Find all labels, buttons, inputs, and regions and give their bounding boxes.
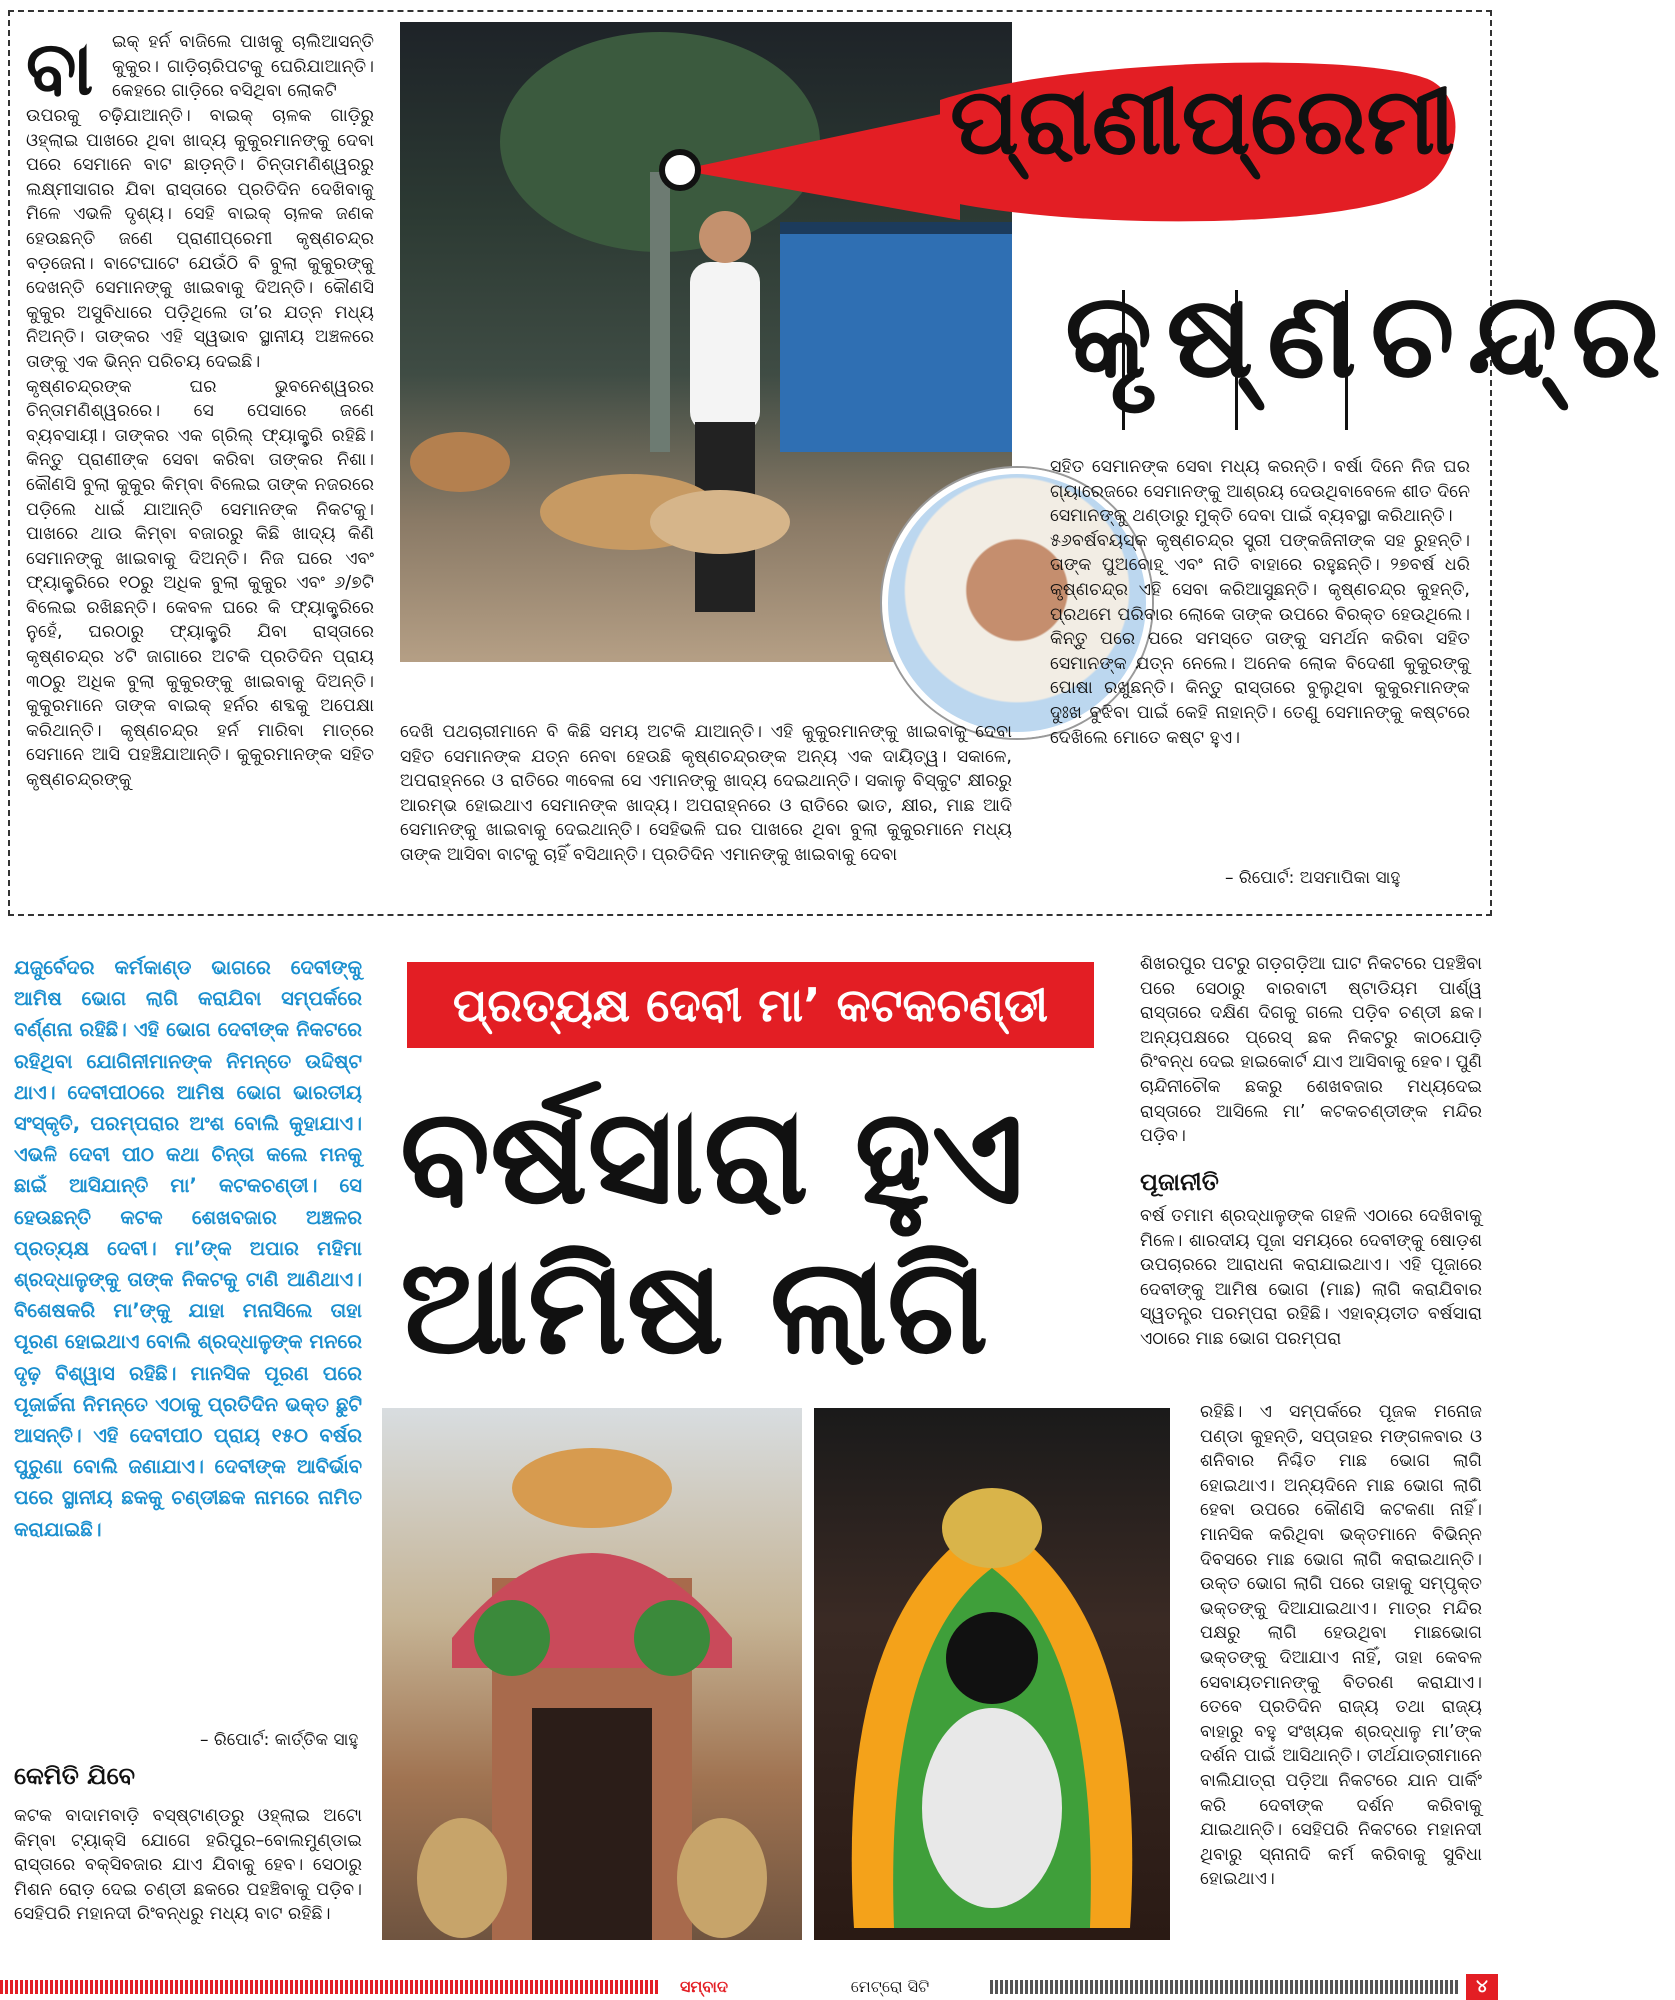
banner-title: ପ୍ରତ୍ୟକ୍ଷ ଦେବୀ ମା’ କଟକଚଣ୍ଡୀ: [452, 978, 1049, 1032]
bottom-right-col-3: ରହିଛି। ଏ ସମ୍ପର୍କରେ ପୂଜକ ମନୋଜ ପଣ୍ଡା କୁହନ୍ତି, ସପ୍ତାହର ମଙ୍ଗଳବାର ଓ ଶନିବାର ନିଶ୍ଚିତ ମାଛ ଭୋଗ ଲାଗି ହୋଇଥାଏ। ଅନ୍ୟଦିନେ ମାଛ ଭୋଗ ଲାଗି ହେବା ଉପରେ କୌଣସି କଟକଣା ନାହିଁ। ମାନସିକ କରିଥିବା ଭକ୍ତମାନେ ବିଭିନ୍ନ ଦିବସରେ ମାଛ ଭୋଗ ଲାଗି କରାଇଥାନ୍ତି। ଉକ୍ତ ଭୋଗ ଲାଗି ପରେ ତାହାକୁ ସମ୍ପୃକ୍ତ ଭକ୍ତଙ୍କୁ ଦିଆଯାଇଥାଏ। ମାତ୍ର ମନ୍ଦିର ପକ୍ଷରୁ ଲାଗି ହେଉଥିବା ମାଛଭୋଗ ଭକ୍ତଙ୍କୁ ଦିଆଯାଏ ନାହିଁ, ତାହା କେବଳ ସେବାୟତମାନଙ୍କୁ ବିତରଣ କରାଯାଏ। ତେବେ ପ୍ରତିଦିନ ରାଜ୍ୟ ତଥା ରାଜ୍ୟ ବାହାରୁ ବହୁ ସଂଖ୍ୟକ ଶ୍ରଦ୍ଧାଳୁ ମା’ଙ୍କ ଦର୍ଶନ ପାଇଁ ଆସିଥାନ୍ତି। ତୀର୍ଥଯାତ୍ରୀମାନେ ବାଲିଯାତ୍ରା ପଡ଼ିଆ ନିକଟରେ ଯାନ ପାର୍କିଂ କରି ଦେବୀଙ୍କ ଦର୍ଶନ କରିବାକୁ ଯାଇଥାନ୍ତି। ସେହିପରି ନିକଟରେ ମହାନଦୀ ଥିବାରୁ ସ୍ନାନାଦି କର୍ମ କରିବାକୁ ସୁବିଧା ହୋଇଥାଏ।: [1200, 1402, 1482, 1890]
top-left-col-first: ଇକ୍ ହର୍ନ ବାଜିଲେ ପାଖକୁ ଚାଲିଆସନ୍ତି କୁକୁର। ଗାଡ଼ିଚାରିପଟକୁ ଘେରିଯାଆନ୍ତି। କେହରେ ଗାଡ଼ିରେ ବସିଥିବା ଲୋକଟି: [112, 32, 374, 102]
top-right-col: ସହିତ ସେମାନଙ୍କ ସେବା ମଧ୍ୟ କରନ୍ତି। ବର୍ଷା ଦିନେ ନିଜ ଘର ଗ୍ୟାରେଜରେ ସେମାନଙ୍କୁ ଆଶ୍ରୟ ଦେଉଥିବାବେଳେ ଶୀତ ଦିନେ ସେମାନଙ୍କୁ ଥଣ୍ଡାରୁ ମୁକ୍ତି ଦେବା ପାଇଁ ବ୍ୟବସ୍ଥା କରିଥାନ୍ତି। ୫୬ବର୍ଷବୟସ୍କ କୃଷ୍ଣଚନ୍ଦ୍ର ସ୍ତ୍ରୀ ପଙ୍କଜିନୀଙ୍କ ସହ ରୁହନ୍ତି। ତାଙ୍କ ପୁଅବୋହୂ ଏବଂ ନାତି ବାହାରେ ରହୁଛନ୍ତି। ୨୭ବର୍ଷ ଧରି କୃଷ୍ଣଚନ୍ଦ୍ର ଏହି ସେବା କରିଆସୁଛନ୍ତି। କୃଷ୍ଣଚନ୍ଦ୍ର କୁହନ୍ତି, ପ୍ରଥମେ ପରିବାର ଲୋକେ ତାଙ୍କ ଉପରେ ବିରକ୍ତ ହେଉଥିଲେ। କିନ୍ତୁ ପରେ ପରେ ସମସ୍ତେ ତାଙ୍କୁ ସମର୍ଥନ କରିବା ସହିତ ସେମାନଙ୍କ ଯତ୍ନ ନେଲେ। ଅନେକ ଲୋକ ବିଦେଶୀ କୁକୁରଙ୍କୁ ପୋଷା ରଖୁଛନ୍ତି। କିନ୍ତୁ ରାସ୍ତାରେ ବୁଲୁଥିବା କୁକୁରମାନଙ୍କ ଦୁଃଖ ବୁଝିବା ପାଇଁ କେହି ନାହାନ୍ତି। ତେଣୁ ସେମାନଙ୍କୁ କଷ୍ଟରେ ଦେଖିଲେ ମୋତେ କଷ୍ଟ ହୁଏ।: [1050, 457, 1470, 748]
goddess-illustration: [814, 1408, 1170, 1940]
footer-stripe-left: [0, 1980, 660, 1994]
footer-stripe-right: [990, 1980, 1460, 1994]
headline-line-1: ବର୍ଷସାରା ହୁଏ: [400, 1080, 1025, 1234]
top-left-col: ଉପରକୁ ଚଢ଼ିଯାଆନ୍ତି। ବାଇକ୍ ଚାଳକ ଗାଡ଼ିରୁ ଓହ୍ଲାଇ ପାଖରେ ଥିବା ଖାଦ୍ୟ କୁକୁରମାନଙ୍କୁ ଦେବା ପରେ ସେମାନେ ବାଟ ଛାଡ଼ନ୍ତି। ଚିନ୍ତାମଣିଶ୍ୱରରୁ ଲକ୍ଷ୍ମୀସାଗର ଯିବା ରାସ୍ତାରେ ପ୍ରତିଦିନ ଦେଖିବାକୁ ମିଳେ ଏଭଳି ଦୃଶ୍ୟ। ସେହି ବାଇକ୍ ଚାଳକ ଜଣକ ହେଉଛନ୍ତି ଜଣେ ପ୍ରାଣୀପ୍ରେମୀ କୃଷ୍ଣଚନ୍ଦ୍ର ବଡ଼ଜେନା। ବାଟେଘାଟେ ଯେଉଁଠି ବି ବୁଲା କୁକୁରଙ୍କୁ ଦେଖନ୍ତି ସେମାନଙ୍କୁ ଖାଇବାକୁ ଦିଅନ୍ତି। କୌଣସି କୁକୁର ଅସୁବିଧାରେ ପଡ଼ିଥିଲେ ତା’ର ଯତ୍ନ ମଧ୍ୟ ନିଅନ୍ତି। ତାଙ୍କର ଏହି ସ୍ୱଭାବ ସ୍ଥାନୀୟ ଅଞ୍ଚଳରେ ତାଙ୍କୁ ଏକ ଭିନ୍ନ ପରିଚୟ ଦେଇଛି। କୃଷ୍ଣଚନ୍ଦ୍ରଙ୍କ ଘର ଭୁବନେଶ୍ୱରର ଚିନ୍ତାମଣିଶ୍ୱରରେ। ସେ ପେସାରେ ଜଣେ ବ୍ୟବସାୟୀ। ତାଙ୍କର ଏକ ଗ୍ରିଲ୍ ଫ୍ୟାକ୍ଟ୍ରି ରହିଛି। କିନ୍ତୁ ପ୍ରାଣୀଙ୍କ ସେବା କରିବା ତାଙ୍କର ନିଶା। କୌଣସି ବୁଲା କୁକୁର କିମ୍ବା ବିଲେଇ ତାଙ୍କ ନଜରରେ ପଡ଼ିଲେ ଧାଇଁ ଯାଆନ୍ତି ସେମାନଙ୍କ ନିକଟକୁ। ପାଖରେ ଥାଉ କିମ୍ବା ବଜାରରୁ କିଛି ଖାଦ୍ୟ କିଣି ସେମାନଙ୍କୁ ଖାଇବାକୁ ଦିଅନ୍ତି। ନିଜ ଘରେ ଏବଂ ଫ୍ୟାକ୍ଟ୍ରିରେ ୧୦ରୁ ଅଧିକ ବୁଲା କୁକୁର ଏବଂ ୬/୭ଟି ବିଲେଇ ରଖିଛନ୍ତି। କେବଳ ଘରେ କି ଫ୍ୟାକ୍ଟ୍ରିରେ ନୁହେଁ, ଘରଠାରୁ ଫ୍ୟାକ୍ଟ୍ରି ଯିବା ରାସ୍ତାରେ କୃଷ୍ଣଚନ୍ଦ୍ର ୪ଟି ଜାଗାରେ ଅଟକି ପ୍ରତିଦିନ ପ୍ରାୟ ୩୦ରୁ ଅଧିକ ବୁଲା କୁକୁରଙ୍କୁ ଖାଇବାକୁ ଦିଅନ୍ତି। କୁକୁରମାନେ ତାଙ୍କ ବାଇକ୍ ହର୍ନର ଶବ୍ଦକୁ ଅପେକ୍ଷା କରିଥାନ୍ତି। କୃଷ୍ଣଚନ୍ଦ୍ର ହର୍ନ ମାରିବା ମାତ୍ରେ ସେମାନେ ଆସି ପହଞ୍ଚିଯାଆନ୍ତି। କୁକୁରମାନଙ୍କ ସହିତ କୃଷ୍ଣଚନ୍ଦ୍ରଙ୍କୁ: [26, 106, 374, 791]
bottom-left-col: ଯଜୁର୍ବେଦର କର୍ମକାଣ୍ଡ ଭାଗରେ ଦେବୀଙ୍କୁ ଆମିଷ ଭୋଗ ଲାଗି କରାଯିବା ସମ୍ପର୍କରେ ବର୍ଣ୍ଣନା ରହିଛି। ଏହି ଭୋଗ ଦେବୀଙ୍କ ନିକଟରେ ରହିଥିବା ଯୋଗିନୀମାନଙ୍କ ନିମନ୍ତେ ଉଦ୍ଦିଷ୍ଟ ଥାଏ। ଦେବୀପୀଠରେ ଆମିଷ ଭୋଗ ଭାରତୀୟ ସଂସ୍କୃତି, ପରମ୍ପରାର ଅଂଶ ବୋଲି କୁହାଯାଏ। ଏଭଳି ଦେବୀ ପୀଠ କଥା ଚିନ୍ତା କଲେ ମନକୁ ଛାଇଁ ଆସିଯାନ୍ତି ମା’ କଟକଚଣ୍ଡୀ। ସେ ହେଉଛନ୍ତି କଟକ ଶେଖବଜାର ଅଞ୍ଚଳର ପ୍ରତ୍ୟକ୍ଷ ଦେବୀ। ମା’ଙ୍କ ଅପାର ମହିମା ଶ୍ରଦ୍ଧାଳୁଙ୍କୁ ତାଙ୍କ ନିକଟକୁ ଟାଣି ଆଣିଥାଏ। ବିଶେଷକରି ମା’ଙ୍କୁ ଯାହା ମନାସିଲେ ତାହା ପୂରଣ ହୋଇଥାଏ ବୋଲି ଶ୍ରଦ୍ଧାଳୁଙ୍କ ମନରେ ଦୃଢ଼ ବିଶ୍ୱାସ ରହିଛି। ମାନସିକ ପୂରଣ ପରେ ପୂଜାର୍ଚ୍ଚନା ନିମନ୍ତେ ଏଠାକୁ ପ୍ରତିଦିନ ଭକ୍ତ ଛୁଟି ଆସନ୍ତି। ଏହି ଦେବୀପୀଠ ପ୍ରାୟ ୧୫୦ ବର୍ଷର ପୁରୁଣା ବୋଲି ଜଣାଯାଏ। ଦେବୀଙ୍କ ଆବିର୍ଭାବ ପରେ ସ୍ଥାନୀୟ ଛକକୁ ଚଣ୍ଡୀଛକ ନାମରେ ନାମିତ କରାଯାଇଛି।: [14, 956, 362, 1541]
page-footer: [0, 1974, 1500, 2000]
reporter-credit: – ରିପୋର୍ଟ: ଅସମାପିକା ସାହୁ: [1225, 868, 1401, 888]
temple-illustration: [382, 1408, 802, 1940]
temple-photo: [382, 1408, 802, 1940]
reporter-credit-2: – ରିପୋର୍ଟ: କାର୍ତ୍ତିକ ସାହୁ: [200, 1730, 359, 1750]
footer-paper-name: ସମ୍ବାଦ: [680, 1977, 728, 1996]
bottom-right-col-2: ବର୍ଷ ତମାମ ଶ୍ରଦ୍ଧାଳୁଙ୍କ ଗହଳି ଏଠାରେ ଦେଖିବାକୁ ମିଳେ। ଶାରଦୀୟ ପୂଜା ସମୟରେ ଦେବୀଙ୍କୁ ଷୋଡ଼ଶ ଉପଚାରରେ ଆରାଧନା କରାଯାଇଥାଏ। ଏହି ପୂଜାରେ ଦେବୀଙ୍କୁ ଆମିଷ ଭୋଗ (ମାଛ) ଲାଗି କରାଯିବାର ସ୍ୱତନ୍ତ୍ର ପରମ୍ପରା ରହିଛି। ଏହାବ୍ୟତୀତ ବର୍ଷସାରା ଏଠାରେ ମାଛ ଭୋଗ ପରମ୍ପରା: [1140, 1206, 1482, 1349]
subheading-puja: ପୂଜାନୀତି: [1140, 1168, 1219, 1196]
headline-krushnachandra: କୃଷ୍ଣଚନ୍ଦ୍ର: [1065, 266, 1675, 404]
how-to-go-text: କଟକ ବାଦାମବାଡ଼ି ବସ୍‌ଷ୍ଟାଣ୍ଡରୁ ଓହ୍ଲାଇ ଅଟୋ କିମ୍ବା ଟ୍ୟାକ୍ସି ଯୋଗେ ହରିପୁର–ବୋଲମୁଣ୍ଡାଇ ରାସ୍ତାରେ ବକ୍ସିବଜାର ଯାଏ ଯିବାକୁ ହେବ। ସେଠାରୁ ମିଶନ ରୋଡ଼ ଦେଇ ଚଣ୍ଡୀ ଛକରେ ପହଞ୍ଚିବାକୁ ପଡ଼ିବ। ସେହିପରି ମହାନଦୀ ରିଂବନ୍ଧରୁ ମଧ୍ୟ ବାଟ ରହିଛି।: [14, 1806, 362, 1925]
footer-section: ମେଟ୍ରୋ ସିଟି: [850, 1977, 930, 1996]
top-middle-col: ଦେଖି ପଥଚାରୀମାନେ ବି କିଛି ସମୟ ଅଟକି ଯାଆନ୍ତି। ଏହି କୁକୁରମାନଙ୍କୁ ଖାଇବାକୁ ଦେବା ସହିତ ସେମାନଙ୍କ ଯତ୍ନ ନେବା ହେଉଛି କୃଷ୍ଣଚନ୍ଦ୍ରଙ୍କ ଅନ୍ୟ ଏକ ଦାୟିତ୍ୱ। ସକାଳେ, ଅପରାହ୍ନରେ ଓ ରାତିରେ ୩ବେଳା ସେ ଏମାନଙ୍କୁ ଖାଦ୍ୟ ଦେଇଥାନ୍ତି। ସକାଳୁ ବିସ୍କୁଟ କ୍ଷୀରରୁ ଆରମ୍ଭ ହୋଇଥାଏ ସେମାନଙ୍କ ଖାଦ୍ୟ। ଅପରାହ୍ନରେ ଓ ରାତିରେ ଭାତ, କ୍ଷୀର, ମାଛ ଆଦି ସେମାନଙ୍କୁ ଖାଇବାକୁ ଦେଇଥାନ୍ତି। ସେହିଭଳି ଘର ପାଖରେ ଥିବା ବୁଲା କୁକୁରମାନେ ମଧ୍ୟ ତାଙ୍କ ଆସିବା ବାଟକୁ ଚାହିଁ ବସିଥାନ୍ତି। ପ୍ରତିଦିନ ଏମାନଙ୍କୁ ଖାଇବାକୁ ଦେବା: [400, 722, 1012, 865]
headline-pranipremi: ପ୍ରାଣୀପ୍ରେମୀ: [950, 68, 1456, 175]
drop-cap: ବା: [26, 26, 94, 112]
headline-line-2: ଆମିଷ ଲାଗି: [400, 1230, 989, 1384]
page-number: ୪: [1466, 1974, 1498, 2000]
goddess-photo: [814, 1408, 1170, 1940]
subheading-how-to-go: କେମିତି ଯିବେ: [14, 1762, 135, 1790]
bottom-right-col-1: ଶିଖରପୁର ପଟରୁ ଗଡ଼ଗଡ଼ିଆ ଘାଟ ନିକଟରେ ପହଞ୍ଚିବା ପରେ ସେଠାରୁ ବାରବାଟୀ ଷ୍ଟାଡିୟମ ପାର୍ଶ୍ୱ ରାସ୍ତାରେ ଦକ୍ଷିଣ ଦିଗକୁ ଗଲେ ପଡ଼ିବ ଚଣ୍ଡୀ ଛକ। ଅନ୍ୟପକ୍ଷରେ ପ୍ରେସ୍ ଛକ ନିକଟରୁ କାଠଯୋଡ଼ି ରିଂବନ୍ଧ ଦେଇ ହାଇକୋର୍ଟ ଯାଏ ଆସିବାକୁ ହେବ। ପୁଣି ଚାନ୍ଦିନୀଚୌକ ଛକରୁ ଶେଖବଜାର ମଧ୍ୟଦେଇ ରାସ୍ତାରେ ଆସିଲେ ମା’ କଟକଚଣ୍ଡୀଙ୍କ ମନ୍ଦିର ପଡ଼ିବ।: [1140, 954, 1482, 1147]
